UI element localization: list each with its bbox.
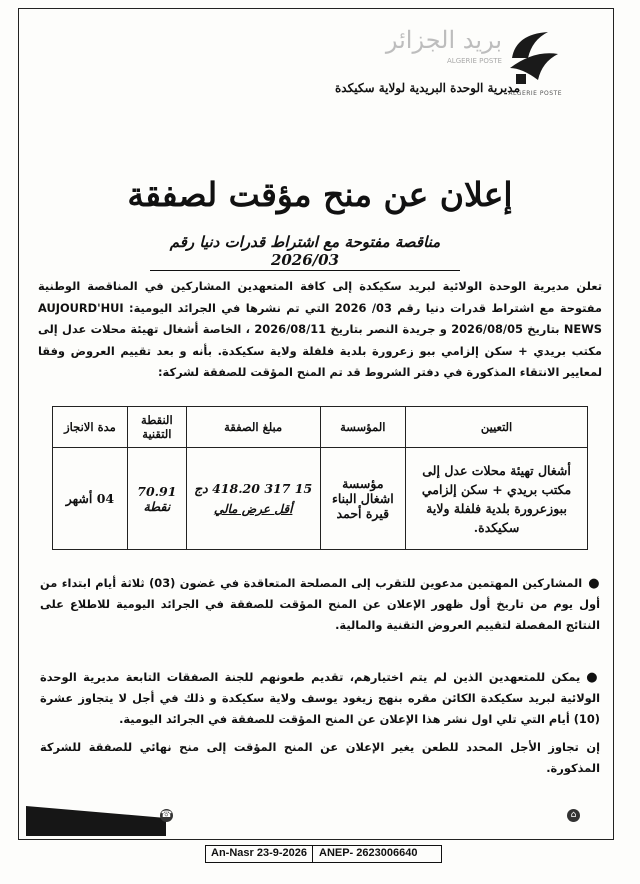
ref-anep-number: ANEP- 2623006640 [319,847,418,859]
bullet-consultation [40,573,600,636]
header-designation: التعيين [406,407,588,448]
score-unit: نقطة [143,498,171,514]
cell-duration: 04 أشهر [53,448,128,550]
directorate-name: مديرية الوحدة البريدية لولاية سكيكدة [335,81,520,95]
publication-reference [205,845,442,863]
scan-shadow-mark [26,800,166,836]
bullet-appeals [40,667,600,730]
cell-amount [186,448,320,550]
bullet-icon: ● [588,576,600,591]
bullet-icon: ● [586,670,601,685]
intro-paragraph: تعلن مديرية الوحدة الولائية لبريد سكيكدة إلى كافة المتعهدين المشاركين في المناقصة الوطنية مفتوحة مع اشتراط قدرات دنيا رقم 03/ 2026 التي تم نشرها في الجرائد اليومية: AUJOURD'HUI NEWS بتاريخ 2026/08/05 و جريدة النصر بتاريخ 2026/08/11 ، الخاصة أشغال تهيئة محلات عدل إلى مكتب بريدي + سكن إلزامي ببو زعرورة بلدية فلفلة ولاية سكيكدة. بأنه و بعد تقييم العروض وفقا لمعايير الانتقاء المذكورة في دفتر الشروط قد تم المنح المؤقت للصفقة لشركة: [38,279,602,379]
bullet-final-award [40,737,600,779]
page-subtitle: مناقصة مفتوحة مع اشتراط قدرات دنيا رقم 2026/03 [150,233,460,271]
page-title: إعلان عن منح مؤقت لصفقة [127,175,513,214]
header-technical-score: النقطة التقنية [127,407,186,448]
score-value: 70.91 [137,483,177,499]
poste-logo-icon [508,28,560,88]
bullet-text: المشاركين المهتمين مدعوين للتقرب إلى المصلحة المتعاقدة في غضون (03) ثلاثة أيام ابتداء من أول يوم من تاريخ أول ظهور الإعلان عن المنح المؤقت للصفقة في الجرائد اليومية للاطلاع على النتائج المفصلة لتقييم العروض التقنية والمالية. [40,576,600,632]
ref-newspaper-date: An-Nasr 23-9-2026 [206,846,313,862]
cell-technical-score [127,448,186,550]
cell-company: مؤسسة اشغال البناء قيرة أحمد [320,448,406,550]
award-table [52,406,588,550]
logo-subtext: ALGERIE POSTE [447,57,502,65]
header-duration: مدة الانجاز [53,407,128,448]
header-amount: مبلغ الصفقة [186,407,320,448]
bullet-text: يمكن للمتعهدين الذين لم يتم اختيارهم، تقديم طعونهم للجنة الصفقات التابعة مديرية الوحدة الولائية لبريد سكيكدة الكائن مقره بنهج زيغود يوسف ولاية سكيكدة و ذلك في أجل لا يتجاوز عشرة (10) أيام التي تلي اول نشر هذا الإعلان عن المنح المؤقت للصفقة في الجرائد اليومية. [40,670,600,726]
amount-note: أقل عرض مالي [213,502,293,516]
footer-phone-icon: ☎ [160,810,173,820]
logo-caption: ALGERIE POSTE [508,90,562,97]
footer-location-icon: ⌂ [567,809,580,822]
table-row [53,448,588,550]
logo-text-arabic: بريد الجزائر [385,26,502,54]
table-header-row [53,407,588,448]
bullet-text: إن تجاوز الأجل المحدد للطعن يغير الإعلان عن المنح المؤقت إلى منح نهائي للصفقة للشركة المذكورة. [40,740,600,775]
letterhead-footer [160,803,580,833]
cell-designation: أشغال تهيئة محلات عدل إلى مكتب بريدي + سكن إلزامي ببوزعرورة بلدية فلفلة ولاية سكيكدة. [406,448,588,550]
footer-contact-line [190,811,570,821]
amount-value: 15 317 418.20 دج [194,481,313,496]
header-company: المؤسسة [320,407,406,448]
